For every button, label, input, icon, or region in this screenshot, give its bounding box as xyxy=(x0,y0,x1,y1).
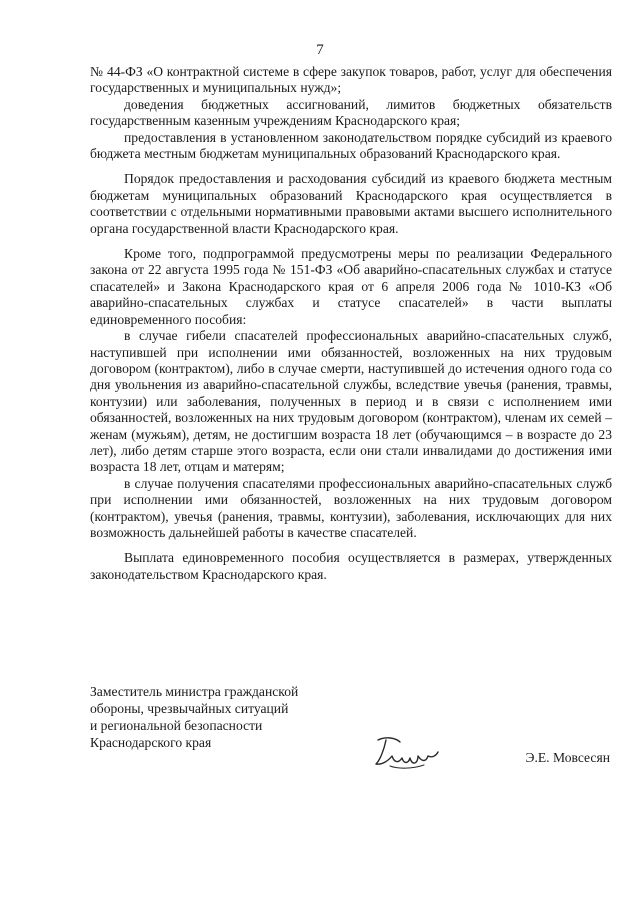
handwritten-signature xyxy=(372,734,442,774)
position-line: Краснодарского края xyxy=(90,735,212,750)
paragraph-budget-allocations: доведения бюджетных ассигнований, лимитов бюджетных обязательств государственным казенным учреждениям Краснодарского края; xyxy=(90,96,612,129)
paragraph-death-case: в случае гибели спасателей профессиональных аварийно-спасательных служб, наступившей при исполнении ими обязанностей, возложенных на них трудовым договором (контрактом), либо в случае смерти, наступившей до истечения одного года со дня увольнения из аварийно-спасательной службы, вследствие увечья (ранения, травмы, контузии) или заболевания, полученных в период и в связи с исполнением ими обязанностей, возложенных на них трудовым договором (контрактом), членам их семей – женам (мужьям), детям, не достигшим возраста 18 лет (обучающимся – в возрасте до 23 лет), либо детям старше этого возраста, если они стали инвалидами до достижения ими возраста 18 лет, отцам и матерям; xyxy=(90,328,612,475)
position-line: Заместитель министра гражданской xyxy=(90,684,299,699)
page-number: 7 xyxy=(316,42,324,58)
document-body xyxy=(90,64,612,583)
signatory-position xyxy=(90,683,340,751)
paragraph-law-reference: № 44-ФЗ «О контрактной системе в сфере закупок товаров, работ, услуг для обеспечения государственных и муниципальных нужд»; xyxy=(90,64,612,96)
position-line: и региональной безопасности xyxy=(90,718,263,733)
signer-name: Э.Е. Мовсесян xyxy=(525,750,610,765)
paragraph-subsidies: предоставления в установленном законодательством порядке субсидий из краевого бюджета местным бюджетам муниципальных образований Краснодарского края. xyxy=(90,129,612,162)
paragraph-federal-law-measures: Кроме того, подпрограммой предусмотрены меры по реализации Федерального закона от 22 августа 1995 года № 151-ФЗ «Об аварийно-спасательных службах и статусе спасателей» и Закона Краснодарского края от 6 апреля 2006 года № 1010-КЗ «Об аварийно-спасательных службах и статусе спасателей» в части выплаты единовременного пособия: xyxy=(90,246,612,327)
paragraph-subsidy-procedure: Порядок предоставления и расходования субсидий из краевого бюджета местным бюджетам муниципальных образований Краснодарского края осуществляется в соответствии с отдельными нормативными правовыми актами высшего исполнительного органа государственной власти Краснодарского края. xyxy=(90,171,612,236)
position-line: обороны, чрезвычайных ситуаций xyxy=(90,701,289,716)
paragraph-injury-case: в случае получения спасателями профессиональных аварийно-спасательных служб при исполнении ими обязанностей, возложенных на них трудовым договором (контрактом), увечья (ранения, травмы, контузии), заболевания, исключающих для них возможность дальнейшей работы в качестве спасателей. xyxy=(90,475,612,540)
paragraph-payment-amount: Выплата единовременного пособия осуществляется в размерах, утвержденных законодательством Краснодарского края. xyxy=(90,550,612,582)
